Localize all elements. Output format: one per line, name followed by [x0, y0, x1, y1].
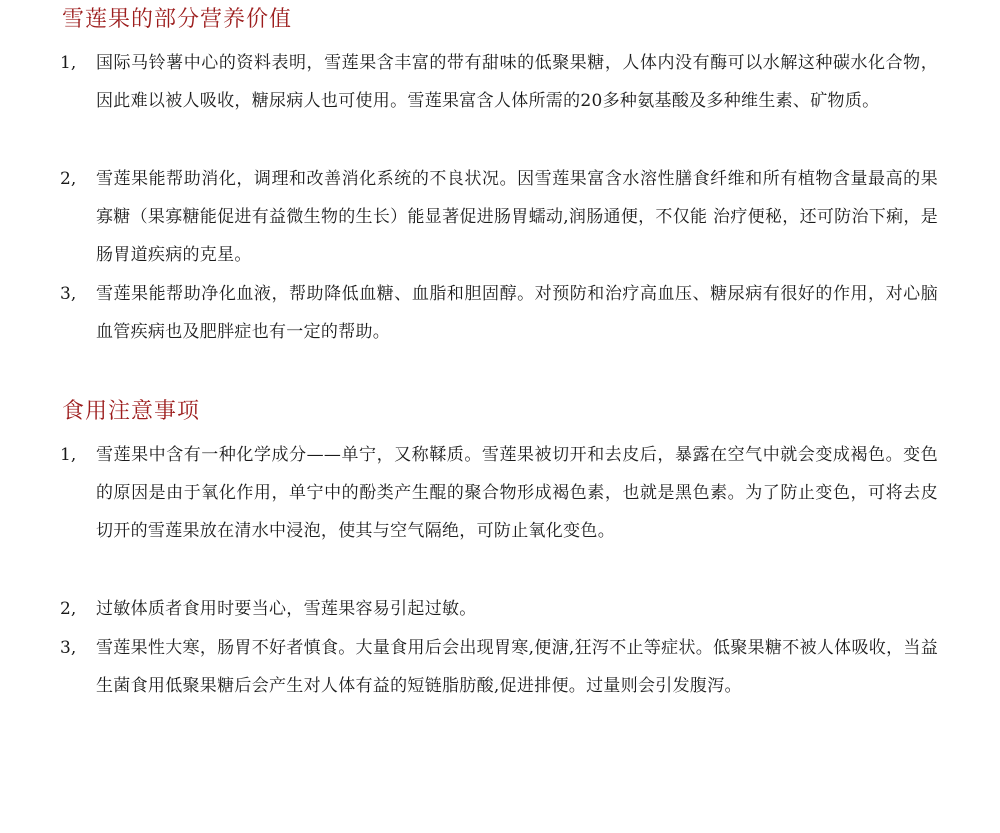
list-item-number: 2, — [60, 599, 77, 619]
list-item-text: 雪莲果能帮助净化血液，帮助降低血糖、血脂和胆固醇。对预防和治疗高血压、糖尿病有很好的作用，对心脑血管疾病也及肥胖症也有一定的帮助。 — [96, 284, 938, 342]
list-item-number: 1, — [60, 445, 77, 465]
list-item-number: 3, — [60, 638, 77, 658]
list-item-number: 2, — [60, 169, 77, 189]
list-item-text: 国际马铃薯中心的资料表明，雪莲果含丰富的带有甜味的低聚果糖，人体内没有酶可以水解这种碳水化合物，因此难以被人吸收，糖尿病人也可使用。雪莲果富含人体所需的20多种氨基酸及多种维生素、矿物质。 — [96, 53, 938, 111]
list-item-text: 雪莲果中含有一种化学成分——单宁，又称鞣质。雪莲果被切开和去皮后，暴露在空气中就会变成褐色。变色的原因是由于氧化作用，单宁中的酚类产生醌的聚合物形成褐色素，也就是黑色素。为了防止变色，可将去皮切开的雪莲果放在清水中浸泡，使其与空气隔绝，可防止氧化变色。 — [96, 445, 938, 541]
list-item-text: 过敏体质者食用时要当心，雪莲果容易引起过敏。 — [96, 599, 477, 619]
list-item-number: 3, — [60, 284, 77, 304]
list-item-number: 1, — [60, 53, 77, 73]
nutrition-section-title: 雪莲果的部分营养价值 — [62, 7, 293, 32]
precautions-section-title: 食用注意事项 — [62, 399, 201, 424]
list-item-text: 雪莲果性大寒，肠胃不好者慎食。大量食用后会出现胃寒,便溏,狂泻不止等症状。低聚果糖不被人体吸收，当益生菌食用低聚果糖后会产生对人体有益的短链脂肪酸,促进排便。过量则会引发腹泻。 — [96, 638, 938, 696]
list-item-text: 雪莲果能帮助消化，调理和改善消化系统的不良状况。因雪莲果富含水溶性膳食纤维和所有植物含量最高的果寡糖（果寡糖能促进有益微生物的生长）能显著促进肠胃蠕动,润肠通便，不仅能 治疗便秘，还可防治下痢，是肠胃道疾病的克星。 — [96, 169, 938, 265]
